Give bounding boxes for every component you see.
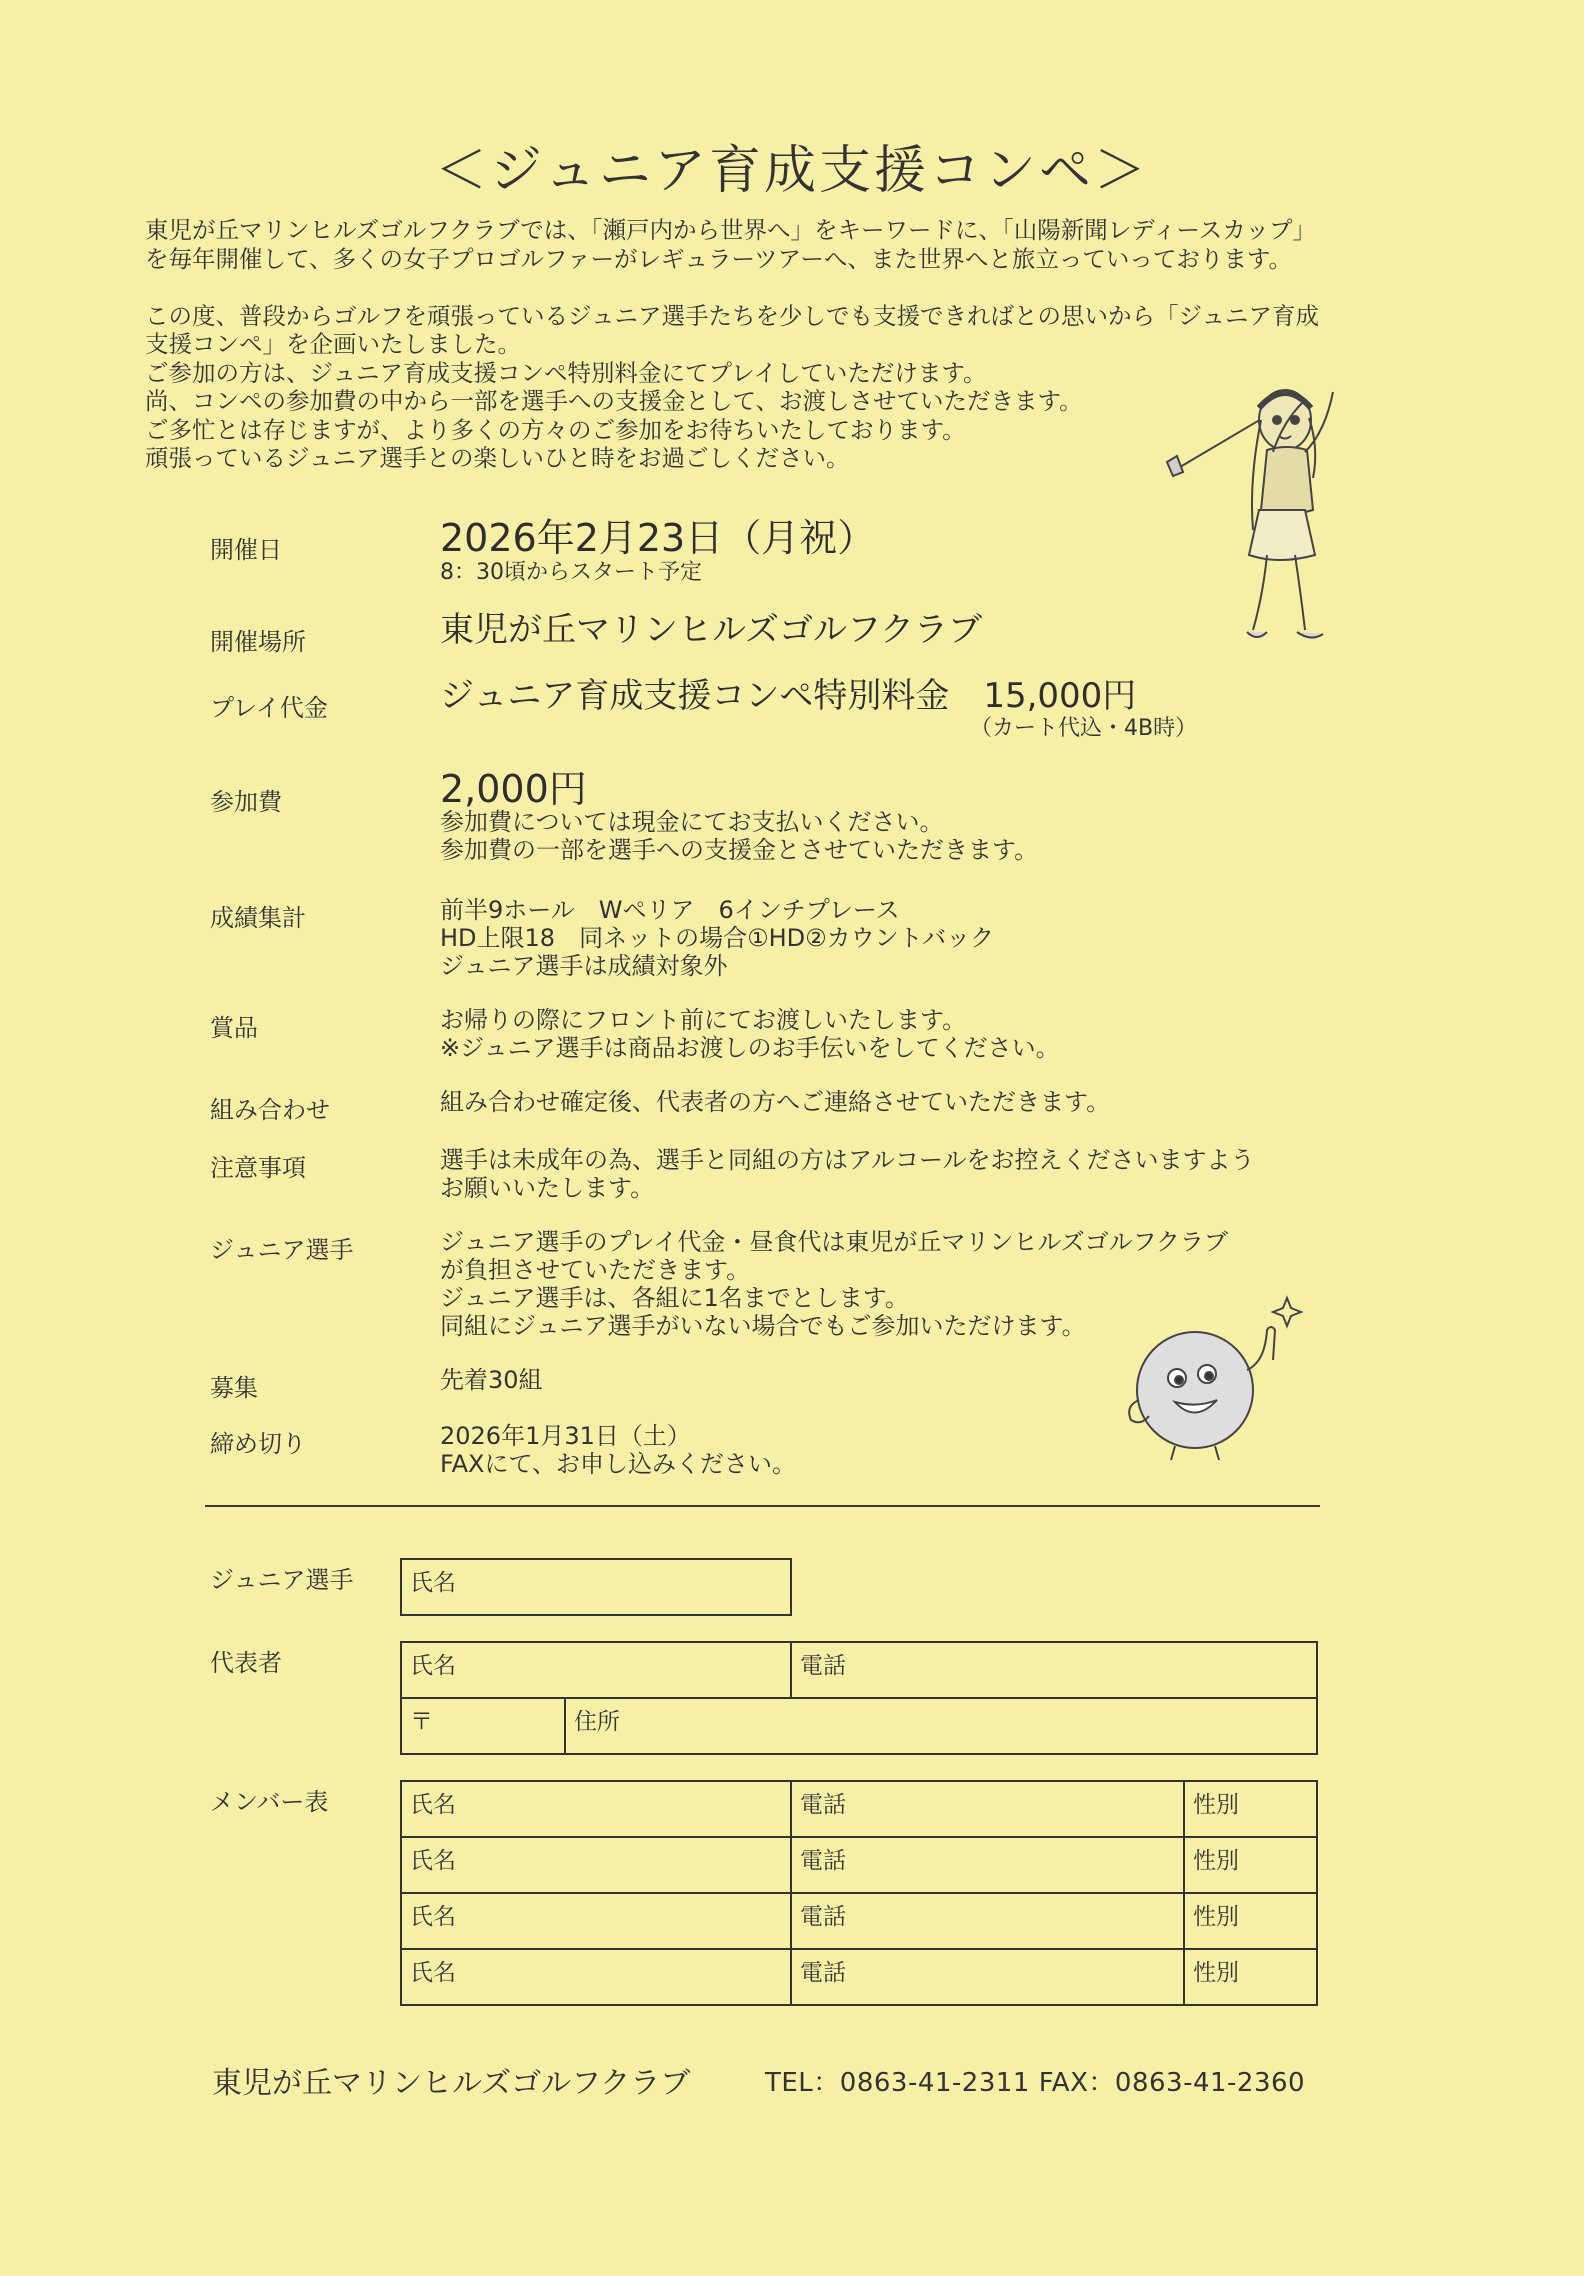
deadline-line: 2026年1月31日（土） <box>440 1422 691 1450</box>
notes-block <box>440 1146 1255 1202</box>
pairing-line: 組み合わせ確定後、代表者の方へご連絡させていただきます。 <box>440 1088 1111 1116</box>
field-label: 電話 <box>800 1848 846 1874</box>
golfer-girl-illustration <box>1155 360 1385 660</box>
member-phone-field[interactable] <box>790 1836 1185 1894</box>
intro-line: 東児が丘マリンヒルズゴルフクラブでは、「瀬戸内から世界へ」をキーワードに、「山陽新聞レディースカップ」 <box>145 216 1317 244</box>
scoring-block <box>440 896 994 980</box>
deadline-block <box>440 1422 796 1478</box>
fee-value: ジュニア育成支援コンペ特別料金 15,000円 <box>440 676 1137 716</box>
date-value-block <box>440 516 875 586</box>
field-label: 電話 <box>800 1960 846 1986</box>
member-gender-field[interactable] <box>1183 1780 1318 1838</box>
intro-line: 尚、コンペの参加費の中から一部を選手への支援金として、お渡しさせていただきます。 <box>145 387 1083 415</box>
intro-line: を毎年開催して、多くの女子プロゴルファーがレギュラーツアーへ、また世界へと旅立っていっております。 <box>145 244 1293 273</box>
prizes-line: お帰りの際にフロント前にてお渡しいたします。 <box>440 1006 967 1034</box>
field-label: 住所 <box>574 1709 620 1735</box>
junior-line: ジュニア選手は、各組に1名までとします。 <box>440 1284 909 1312</box>
entry-line: 参加費の一部を選手への支援金とさせていただきます。 <box>440 836 1039 864</box>
field-label: 電話 <box>800 1904 846 1930</box>
member-name-field[interactable] <box>400 1780 792 1838</box>
member-name-field[interactable] <box>400 1892 792 1950</box>
deadline-label: 締め切り <box>210 1430 306 1458</box>
member-gender-field[interactable] <box>1183 1836 1318 1894</box>
fee-note: （カート代込・4B時） <box>970 716 1198 741</box>
form-rep-label: 代表者 <box>210 1649 282 1677</box>
fee-value-block <box>440 676 1197 742</box>
date-value: 2026年2月23日（月祝） <box>440 516 876 560</box>
field-label: 性別 <box>1193 1792 1239 1818</box>
fee-label: プレイ代金 <box>210 694 328 722</box>
field-label: 氏名 <box>410 1848 456 1874</box>
rep-phone-field[interactable] <box>790 1641 1318 1699</box>
entry-line: 参加費については現金にてお支払いください。 <box>440 808 944 836</box>
rep-address-field[interactable] <box>564 1697 1318 1755</box>
page-title: ＜ジュニア育成支援コンペ＞ <box>435 141 1149 201</box>
venue-value: 東児が丘マリンヒルズゴルフクラブ <box>440 610 982 650</box>
pairing-block <box>440 1088 1110 1116</box>
junior-name-field[interactable] <box>400 1558 792 1616</box>
rep-name-field[interactable] <box>400 1641 792 1699</box>
date-note: 8：30頃からスタート予定 <box>440 560 702 585</box>
venue-label: 開催場所 <box>210 628 306 656</box>
scoring-line: ジュニア選手は成績対象外 <box>440 952 728 980</box>
form-junior-label: ジュニア選手 <box>210 1566 354 1594</box>
venue-value-block <box>440 610 982 650</box>
member-phone-field[interactable] <box>790 1892 1185 1950</box>
rep-postal-field[interactable] <box>400 1697 566 1755</box>
junior-line: 同組にジュニア選手がいない場合でもご参加いただけます。 <box>440 1312 1086 1340</box>
intro-line: 支援コンペ」を企画いたしました。 <box>145 330 521 358</box>
golf-ball-mascot-illustration <box>1115 1290 1320 1470</box>
notes-line: 選手は未成年の為、選手と同組の方はアルコールをお控えくださいますよう <box>440 1146 1255 1174</box>
field-label: 氏名 <box>410 1653 456 1679</box>
entry-label: 参加費 <box>210 788 282 816</box>
field-label: 性別 <box>1193 1960 1239 1986</box>
member-phone-field[interactable] <box>790 1780 1185 1838</box>
field-label: 氏名 <box>410 1904 456 1930</box>
intro-line: ご参加の方は、ジュニア育成支援コンペ特別料金にてプレイしていただけます。 <box>145 358 987 387</box>
scoring-label: 成績集計 <box>210 904 306 932</box>
prizes-line: ※ジュニア選手は商品お渡しのお手伝いをしてください。 <box>440 1034 1060 1062</box>
prizes-block <box>440 1006 1060 1062</box>
member-gender-field[interactable] <box>1183 1948 1318 2006</box>
intro-line: 頑張っているジュニア選手との楽しいひと時をお過ごしください。 <box>145 444 850 472</box>
recruit-label: 募集 <box>210 1374 258 1402</box>
junior-label: ジュニア選手 <box>210 1236 354 1264</box>
intro-line: ご多忙とは存じますが、より多くの方々のご参加をお待ちいたしております。 <box>145 415 966 444</box>
date-label: 開催日 <box>210 536 282 564</box>
entry-value: 2,000円 <box>440 767 587 811</box>
prizes-label: 賞品 <box>210 1014 258 1042</box>
junior-block <box>440 1228 1228 1340</box>
field-label: 性別 <box>1193 1904 1239 1930</box>
footer-club-name: 東児が丘マリンヒルズゴルフクラブ <box>212 2066 691 2101</box>
recruit-line: 先着30組 <box>440 1366 543 1394</box>
field-label: 〒 <box>410 1709 433 1735</box>
entry-value-block <box>440 767 1039 864</box>
section-divider <box>205 1505 1320 1507</box>
member-phone-field[interactable] <box>790 1948 1185 2006</box>
notes-line: お願いいたします。 <box>440 1174 655 1202</box>
field-label: 氏名 <box>410 1960 456 1986</box>
deadline-line: FAXにて、お申し込みください。 <box>440 1450 796 1478</box>
field-label: 氏名 <box>410 1570 456 1596</box>
field-label: 電話 <box>800 1653 846 1679</box>
intro-line <box>145 273 1475 302</box>
member-name-field[interactable] <box>400 1836 792 1894</box>
footer-contact: TEL：0863-41-2311 FAX：0863-41-2360 <box>765 2068 1306 2098</box>
scoring-line: 前半9ホール Wペリア 6インチプレース <box>440 896 900 924</box>
junior-line: ジュニア選手のプレイ代金・昼食代は東児が丘マリンヒルズゴルフクラブ <box>440 1228 1228 1256</box>
notes-label: 注意事項 <box>210 1154 306 1182</box>
recruit-block <box>440 1366 543 1394</box>
field-label: 氏名 <box>410 1792 456 1818</box>
member-gender-field[interactable] <box>1183 1892 1318 1950</box>
junior-line: が負担させていただきます。 <box>440 1256 751 1284</box>
scoring-line: HD上限18 同ネットの場合①HD②カウントバック <box>440 924 995 952</box>
pairing-label: 組み合わせ <box>210 1096 330 1124</box>
intro-line: この度、普段からゴルフを頑張っているジュニア選手たちを少しでも支援できればとの思いから「ジュニア育成 <box>145 301 1320 330</box>
field-label: 性別 <box>1193 1848 1239 1874</box>
field-label: 電話 <box>800 1792 846 1818</box>
form-member-label: メンバー表 <box>210 1788 329 1816</box>
member-name-field[interactable] <box>400 1948 792 2006</box>
